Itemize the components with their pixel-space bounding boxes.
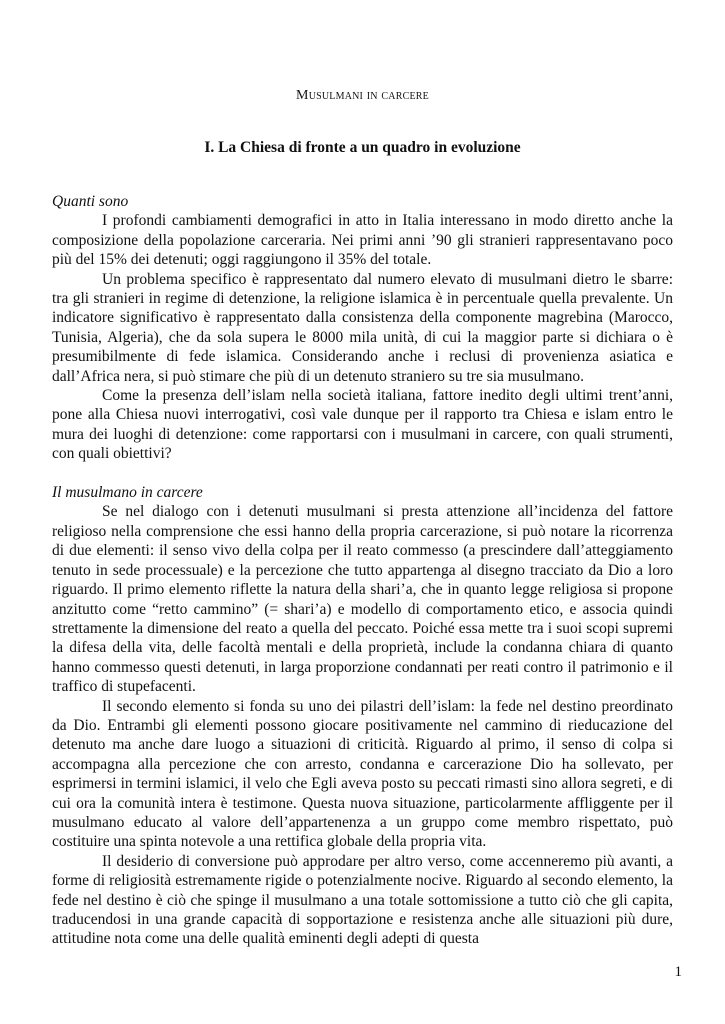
document-title: Musulmani in carcere <box>296 88 429 103</box>
paragraph: Il secondo elemento si fonda su uno dei pilastri dell’islam: la fede nel destino preordinato da Dio. Entrambi gli elementi possono giocare positivamente nel cammino di rieducazione del detenuto ma anche dare luogo a situazioni di criticità. Riguardo al primo, il senso di colpa si accompagna alla percezione che con arresto, condanna e carcerazione Dio ha sollevato, per esprimersi in termini islamici, il velo che Egli aveva posto su peccati rimasti sino allora segreti, e di cui ora la comunità intera è testimone. Questa nuova situazione, particolarmente affliggente per il musulmano educato al valore dell’appartenenza a un gruppo come membro rispettato, può costituire una spinta notevole a una rettifica globale della propria vita. <box>52 697 673 851</box>
paragraph: Se nel dialogo con i detenuti musulmani si presta attenzione all’incidenza del fattore religioso nella comprensione che essi hanno della propria carcerazione, si può notare la ricorrenza di due elementi: il senso vivo della colpa per il reato commesso (a prescindere dall’atteggiamento tenuto in sede processuale) e la percezione che tutto appartenga al disegno tracciato da Dio a loro riguardo. Il primo elemento riflette la natura della shari’a, che in quanto legge religiosa si propone anzitutto come “retto cammino” (= shari’a) e modello di comportamento etico, e associa quindi strettamente la dimensione del reato a quella del peccato. Poiché essa mette tra i suoi scopi supremi la difesa della vita, delle facoltà mentali e della proprietà, include la condanna chiara di quanto hanno commesso questi detenuti, in larga proporzione condannati per reati contro il patrimonio e il traffico di stupefacenti. <box>52 503 673 696</box>
page-number: 1 <box>674 964 682 980</box>
section-heading: Quanti sono <box>52 193 129 210</box>
paragraph: Un problema specifico è rappresentato dal numero elevato di musulmani dietro le sbarre: tra gli stranieri in regime di detenzione, la religione islamica è in percentuale quella prevalente. Un indicatore significativo è rappresentato dalla consistenza della componente magrebina (Marocco, Tunisia, Algeria), che da sola supera le 8000 mila unità, di cui la maggior parte si dichiara o è presumibilmente di fede islamica. Considerando anche i reclusi di provenienza asiatica e dall’Africa nera, si può stimare che più di un detenuto straniero su tre sia musulmano. <box>52 270 673 385</box>
paragraph: I profondi cambiamenti demografici in atto in Italia interessano in modo diretto anche la composizione della popolazione carceraria. Nei primi anni ’90 gli stranieri rappresentavano poco più del 15% dei detenuti; oggi raggiungono il 35% del totale. <box>52 212 673 269</box>
paragraph: Come la presenza dell’islam nella società italiana, fattore inedito degli ultimi trent’anni, pone alla Chiesa nuovi interrogativi, così vale dunque per il rapporto tra Chiesa e islam entro le mura dei luoghi di detenzione: come rapportarsi con i musulmani in carcere, con quali strumenti, con quali obiettivi? <box>52 387 673 463</box>
paragraph: Il desiderio di conversione può approdare per altro verso, come accenneremo più avanti, a forme di religiosità estremamente rigide o potenzialmente nocive. Riguardo al secondo elemento, la fede nel destino è ciò che spinge il musulmano a una totale sottomissione a tutto ciò che gli capita, traducendosi in una grande capacità di sopportazione e resistenza anche alle situazioni più dure, attitudine nota come una delle qualità eminenti degli adepti di questa <box>52 852 673 948</box>
section-il-musulmano-in-carcere <box>52 483 673 949</box>
section-heading: Il musulmano in carcere <box>52 484 203 502</box>
chapter-title: I. La Chiesa di fronte a un quadro in evoluzione <box>204 139 521 156</box>
section-quanti-sono <box>52 192 673 464</box>
document-body <box>52 192 673 949</box>
